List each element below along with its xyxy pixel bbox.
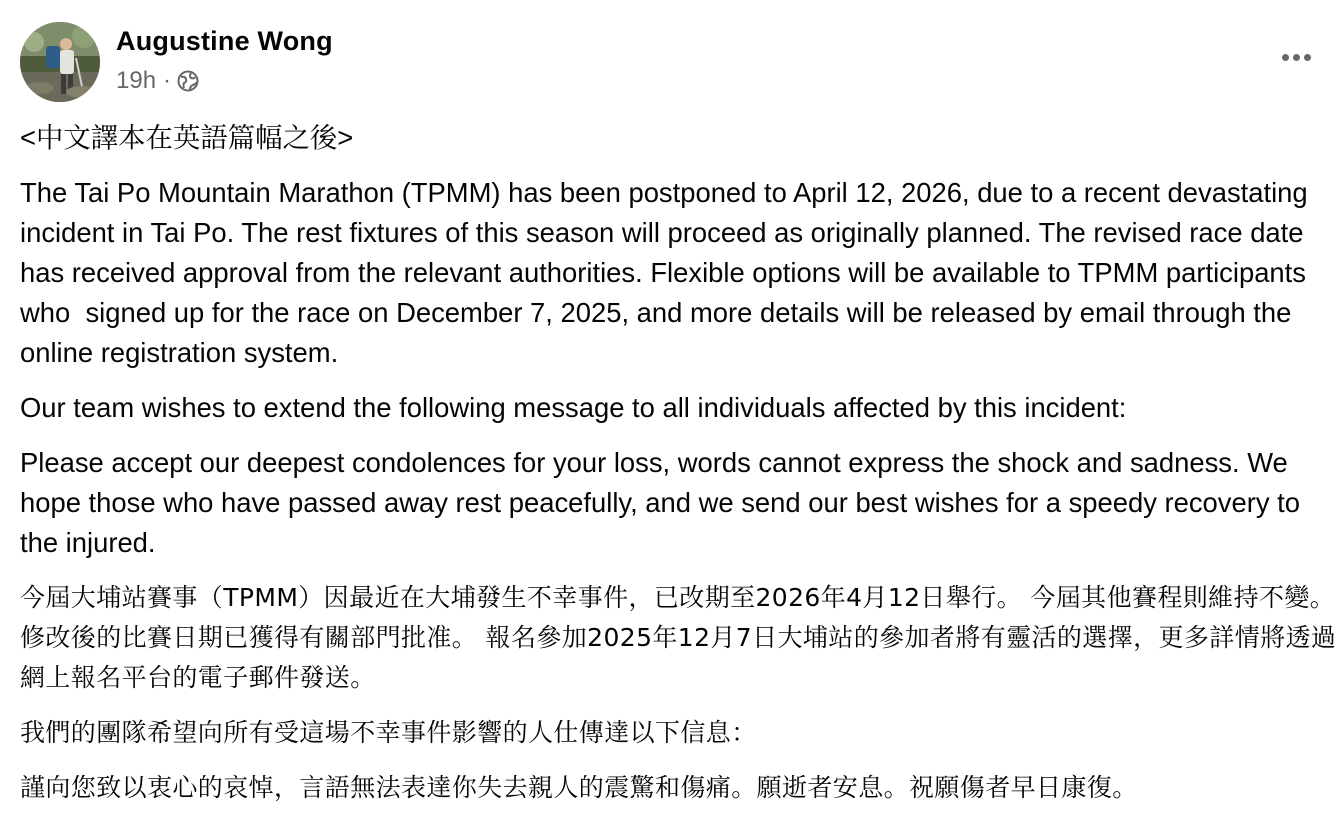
post-paragraph: Please accept our deepest condolences for your loss, words cannot express the shock and sadness. We hope those who have passed away rest peacefully, and we send our best wishes for a speedy recovery to the injured. bbox=[20, 447, 1308, 558]
post-paragraph: <中文譯本在英語篇幅之後> bbox=[20, 122, 354, 153]
post-timestamp[interactable]: 19h bbox=[116, 67, 157, 94]
author-name[interactable]: Augustine Wong bbox=[116, 26, 333, 56]
post-paragraph: 今屆大埔站賽事（TPMM）因最近在大埔發生不幸事件，已改期至2026年4月12日舉行。 今屆其他賽程則維持不變。 修改後的比賽日期已獲得有關部門批准。 報名參加2025年12月7日大埔站的參加者將有靈活的選擇，更多詳情將透過網上報名平台的電子郵件發送。 bbox=[20, 583, 1344, 692]
post-paragraph: The Tai Po Mountain Marathon (TPMM) has been postponed to April 12, 2026, due to a recent devastating incident in Tai Po. The rest fixtures of this season will proceed as originally planned. The revised race date has received approval from the relevant authorities. Flexible options will be available to TPMM participants who signed up for the race on December 7, 2025, and more details will be released by email through the online registration system. bbox=[20, 177, 1316, 368]
globe-icon[interactable] bbox=[177, 70, 199, 92]
post-paragraph: 謹向您致以衷心的哀悼，言語無法表達你失去親人的震驚和傷痛。願逝者安息。祝願傷者早日康復。 bbox=[20, 773, 1138, 802]
post-body bbox=[20, 118, 1344, 823]
meta-separator: · bbox=[163, 67, 172, 94]
more-options-icon bbox=[1282, 54, 1289, 61]
more-options-button[interactable] bbox=[1274, 44, 1318, 70]
author-avatar[interactable] bbox=[20, 22, 100, 102]
post-header bbox=[20, 22, 1324, 102]
post-meta bbox=[116, 67, 199, 95]
post-paragraph: Our team wishes to extend the following message to all individuals affected by this incident: bbox=[20, 392, 1127, 423]
post-paragraph: 我們的團隊希望向所有受這場不幸事件影響的人仕傳達以下信息： bbox=[20, 718, 757, 747]
avatar-photo bbox=[20, 22, 100, 102]
